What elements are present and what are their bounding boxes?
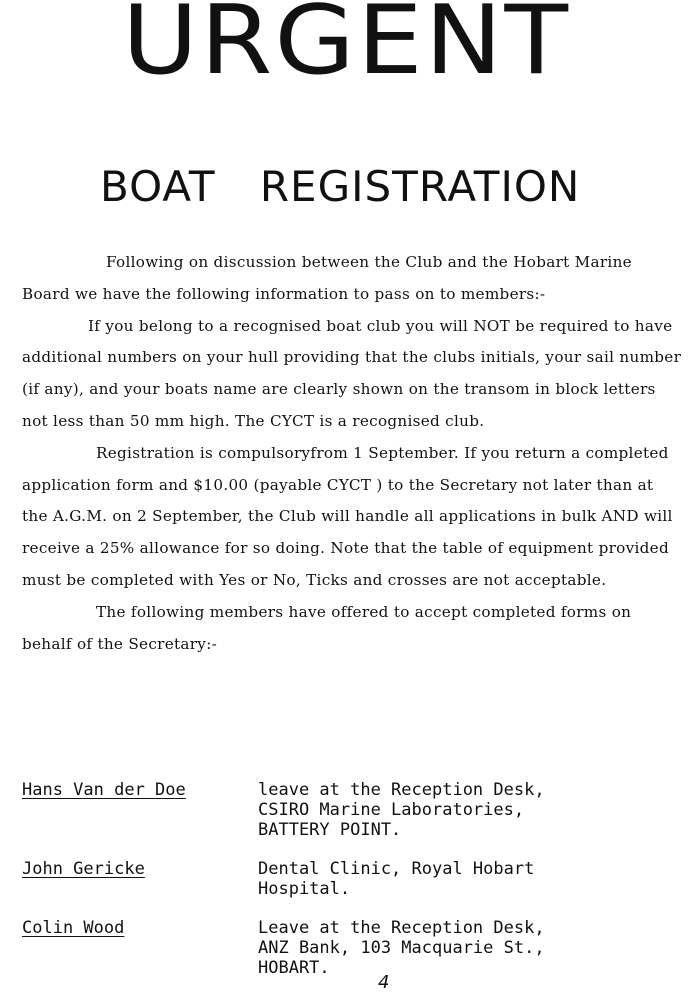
contact-name: Hans Van der Doe xyxy=(22,780,186,800)
contact-entry xyxy=(22,780,682,840)
paragraph-registration: Registration is compulsoryfrom 1 September. If you return a completed application form and $10.00 (payable CYCT ) to the Secretary not later than at the A.G.M. on 2 September, the Club will handle all applications in bulk AND will receive a 25% allowance for so doing. Note that the table of equipment provided must be completed with Yes or No, Ticks and crosses are not acceptable. xyxy=(22,443,673,589)
paragraph-members-offer: The following members have offered to accept completed forms on behalf of the Secretary:- xyxy=(22,602,632,653)
page-title: URGENT xyxy=(121,0,570,96)
document-body xyxy=(22,247,682,660)
page-subtitle: BOAT REGISTRATION xyxy=(100,162,581,211)
page-number: 4 xyxy=(378,972,390,993)
contact-name: Colin Wood xyxy=(22,918,125,938)
contact-address: Leave at the Reception Desk, ANZ Bank, 103 Macquarie St., HOBART. xyxy=(258,918,545,978)
contact-entry xyxy=(22,918,682,978)
contact-entry xyxy=(22,859,682,899)
contact-name: John Gericke xyxy=(22,859,145,879)
contact-address: leave at the Reception Desk, CSIRO Marine Laboratories, BATTERY POINT. xyxy=(258,780,545,840)
paragraph-club-numbers: If you belong to a recognised boat club you will NOT be required to have additional numbers on your hull providing that the clubs initials, your sail number (if any), and your boats name are clearly shown on the transom in block letters not less than 50 mm high. The CYCT is a recognised club. xyxy=(22,316,682,430)
contact-list xyxy=(22,780,682,997)
paragraph-intro: Following on discussion between the Club and the Hobart Marine Board we have the following information to pass on to members:- xyxy=(22,253,632,303)
contact-address: Dental Clinic, Royal Hobart Hospital. xyxy=(258,859,535,899)
